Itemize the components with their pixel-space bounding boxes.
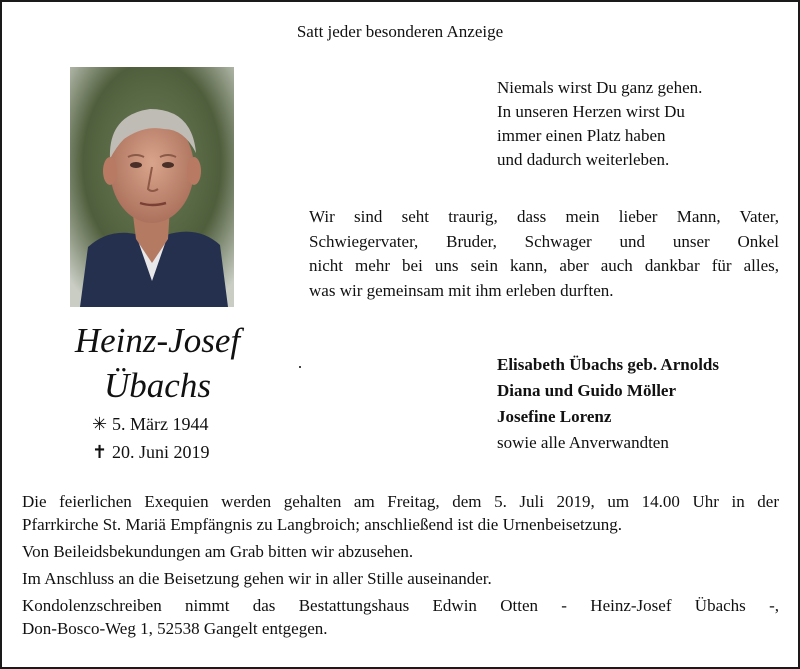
exequies-line: Pfarrkirche St. Mariä Empfängnis zu Langbroich; anschließend ist die Urnenbeisetzung.	[22, 515, 623, 534]
message-line: was wir gemeinsam mit ihm erleben durften.	[309, 280, 614, 300]
message-line: Schwiegervater, Bruder, Schwager und unser Onkel	[309, 231, 779, 251]
notice-header: Satt jeder besonderen Anzeige	[296, 22, 504, 41]
signer-name: Diana und Guido Möller	[497, 381, 677, 400]
letters-line: Don-Bosco-Weg 1, 52538 Gangelt entgegen.	[22, 619, 328, 638]
poem-line: immer einen Platz haben	[497, 126, 666, 145]
birth-star-icon: ✳	[92, 414, 108, 434]
poem	[497, 76, 702, 172]
mourning-message	[309, 205, 779, 303]
death-cross-icon: ✝	[92, 442, 108, 462]
exequies-line: Die feierlichen Exequien werden gehalten am Freitag, dem 5. Juli 2019, um 14.00 Uhr in der	[22, 492, 779, 511]
poem-line: Niemals wirst Du ganz gehen.	[497, 78, 703, 97]
condolence-grave-note: Von Beileidsbekundungen am Grab bitten wir abzusehen.	[22, 542, 414, 561]
death-date-line	[92, 440, 210, 464]
signers-closing: sowie alle Anverwandten	[497, 433, 669, 452]
funeral-notice	[22, 490, 779, 640]
deceased-last-name: Übachs	[104, 366, 211, 405]
portrait-photo	[70, 67, 234, 307]
stray-dot	[299, 366, 301, 368]
deceased-first-name: Heinz-Josef	[74, 321, 241, 360]
message-line: Wir sind seht traurig, dass mein lieber Mann, Vater,	[309, 207, 779, 226]
after-burial-note: Im Anschluss an die Beisetzung gehen wir in aller Stille auseinander.	[22, 569, 492, 588]
death-date: 20. Juni 2019	[112, 442, 210, 462]
signer-name: Elisabeth Übachs geb. Arnolds	[497, 355, 719, 374]
birth-date: 5. März 1944	[112, 414, 209, 434]
birth-date-line	[92, 412, 208, 436]
signer-name: Josefine Lorenz	[497, 407, 612, 426]
poem-line: In unseren Herzen wirst Du	[497, 102, 685, 121]
poem-line: und dadurch weiterleben.	[497, 150, 670, 169]
message-line: nicht mehr bei uns sein kann, aber auch dankbar für alles,	[309, 256, 779, 275]
letters-line: Kondolenzschreiben nimmt das Bestattungshaus Edwin Otten - Heinz-Josef Übachs -,	[22, 596, 779, 615]
signers	[497, 352, 719, 456]
portrait-icon	[70, 67, 234, 307]
